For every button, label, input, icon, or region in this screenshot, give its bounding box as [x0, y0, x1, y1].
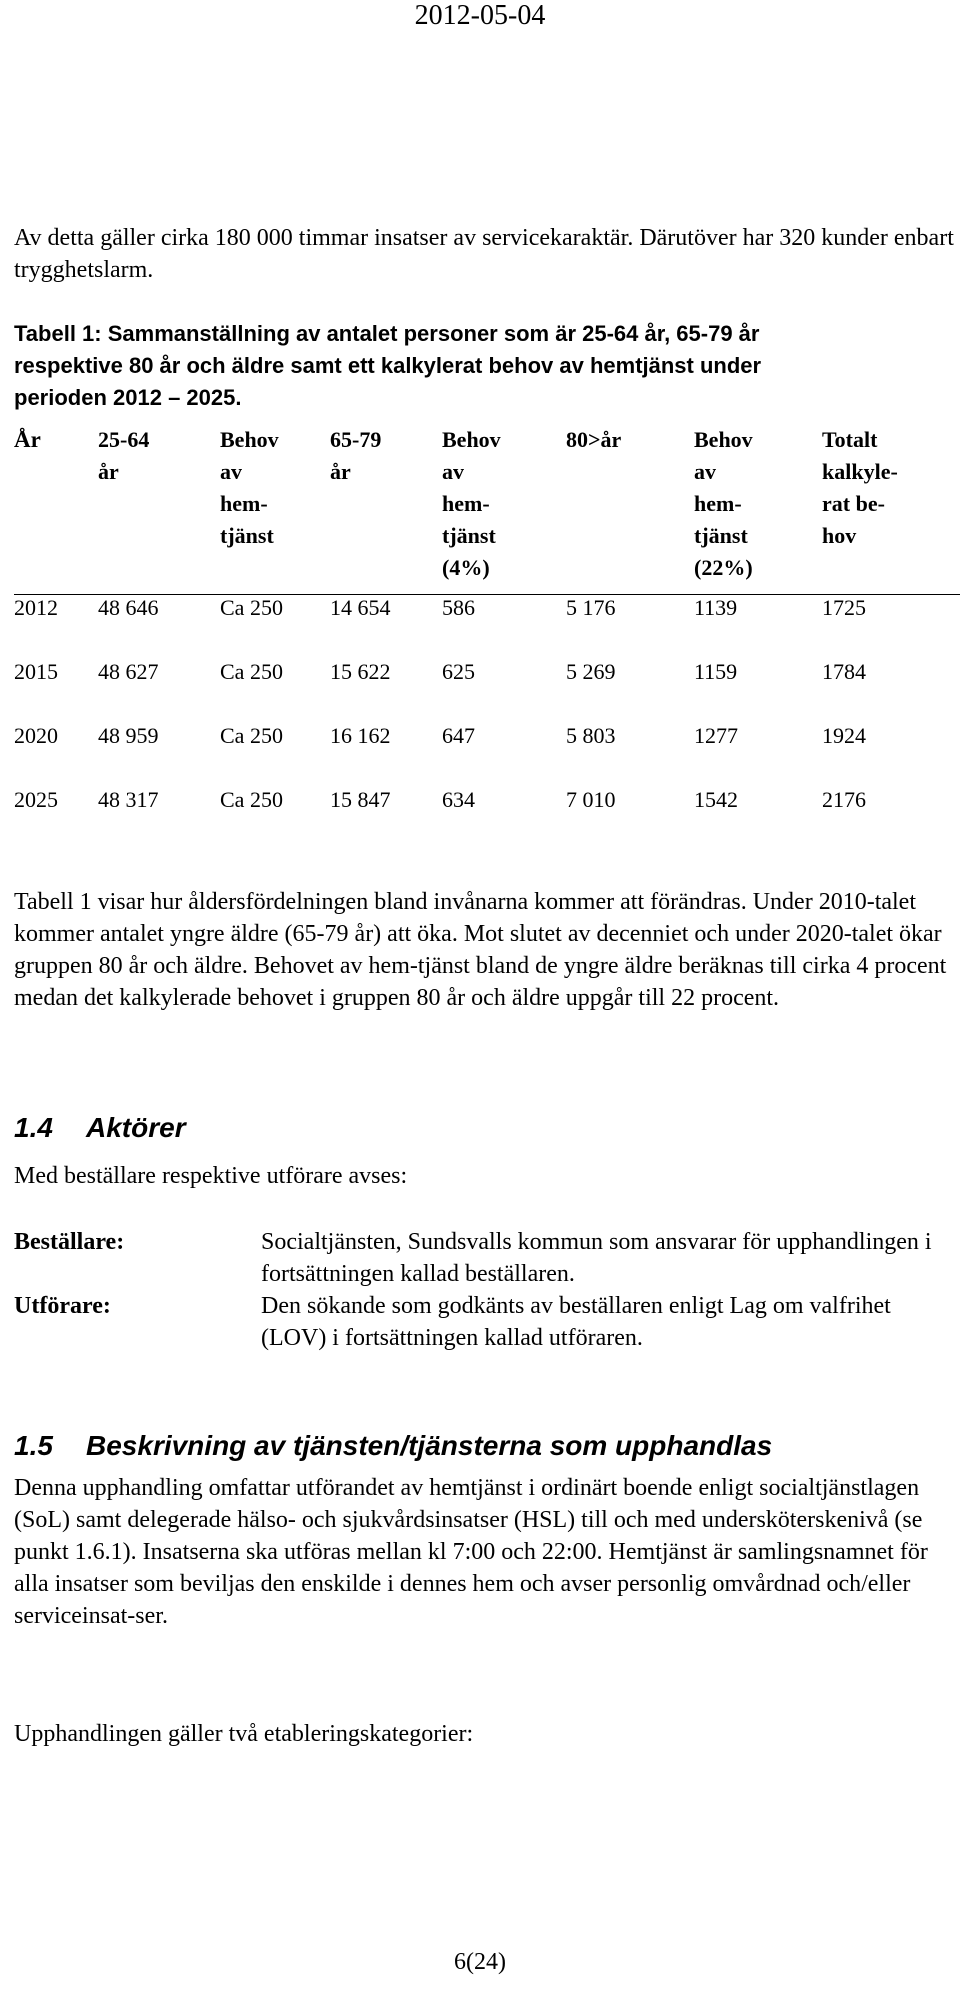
table-cell: 2012 [14, 595, 58, 620]
table-cell: 1139 [694, 595, 738, 620]
table-cell: 2020 [14, 723, 58, 748]
table-header-line: hov [822, 523, 857, 548]
table-header-line: Behov [694, 427, 753, 452]
table-header-line: tjänst [442, 523, 496, 548]
table-header-line: av [694, 459, 716, 484]
table-cell: Ca 250 [220, 659, 283, 684]
table-caption-line: respektive 80 år och äldre samt ett kalkylerat behov av hemtjänst under [14, 353, 762, 378]
section-heading-1-5 [14, 1430, 772, 1462]
table-cell: 586 [442, 595, 475, 620]
service-description-paragraph: Denna upphandling omfattar utförandet av hemtjänst i ordinärt boende enligt socialtjänstlagen (SoL) samt delegerade hälso- och sjukvårdsinsatser (HSL) till och med undersköterskenivå (se punkt 1.6.1). Insatserna ska utföras mellan kl 7:00 och 22:00. Hemtjänst är samlingsnamnet för alla insatser som beviljas den enskilde i dennes hem och avser personlig omvårdnad och/eller serviceinsat-ser. [14, 1475, 928, 1629]
table-cell: 1277 [694, 723, 738, 748]
table-row [14, 639, 960, 703]
section-title: Aktörer [86, 1112, 186, 1143]
table-header-line: hem- [694, 491, 742, 516]
table-header-line: tjänst [220, 523, 274, 548]
table-cell: 634 [442, 787, 475, 812]
table-caption [14, 318, 954, 414]
intro-paragraph: Av detta gäller cirka 180 000 timmar insatser av servicekaraktär. Därutöver har 320 kunder enbart trygghetslarm. [14, 225, 954, 283]
table-cell: 48 317 [98, 787, 159, 812]
table-cell: 14 654 [330, 595, 391, 620]
table-header-cell [442, 424, 566, 595]
table-cell: 625 [442, 659, 475, 684]
definition-text: Den sökande som godkänts av beställaren enligt Lag om valfrihet (LOV) i fortsättningen kallad utföraren. [261, 1293, 891, 1351]
table-cell: 1725 [822, 595, 866, 620]
table-header-line: tjänst [694, 523, 748, 548]
table-cell: 2025 [14, 787, 58, 812]
table-cell: 647 [442, 723, 475, 748]
table-cell: 48 646 [98, 595, 159, 620]
table-header-line: År [14, 427, 41, 452]
table-row [14, 767, 960, 831]
table-cell: 48 959 [98, 723, 159, 748]
table-cell: 1159 [694, 659, 738, 684]
population-table [14, 424, 960, 831]
table [14, 424, 960, 831]
table-header-line: år [330, 459, 351, 484]
table-cell: 2176 [822, 787, 866, 812]
section-number: 1.4 [14, 1112, 53, 1143]
table-header-cell [14, 424, 98, 595]
table-cell: Ca 250 [220, 595, 283, 620]
table-header-line: hem- [220, 491, 268, 516]
table-cell: 2015 [14, 659, 58, 684]
table-header-cell [98, 424, 220, 595]
table-cell: 15 622 [330, 659, 391, 684]
table-cell: 7 010 [566, 787, 616, 812]
table-header-cell [822, 424, 960, 595]
table-row [14, 703, 960, 767]
definition-term: Utförare: [14, 1293, 111, 1319]
table-header-line: Behov [442, 427, 501, 452]
table-row [14, 595, 960, 640]
table-cell: 5 176 [566, 595, 616, 620]
table-header-cell [694, 424, 822, 595]
table-header-line: 25-64 [98, 427, 150, 452]
actors-intro: Med beställare respektive utförare avses: [14, 1163, 408, 1189]
categories-paragraph: Upphandlingen gäller två etableringskategorier: [14, 1721, 474, 1747]
section-number: 1.5 [14, 1430, 53, 1461]
table-header-cell [330, 424, 442, 595]
table-cell: 1784 [822, 659, 866, 684]
table-header-line: hem- [442, 491, 490, 516]
table-header-cell [566, 424, 694, 595]
table-cell: 16 162 [330, 723, 391, 748]
table-explanation-paragraph: Tabell 1 visar hur åldersfördelningen bland invånarna kommer att förändras. Under 2010-talet kommer antalet yngre äldre (65-79 år) att öka. Mot slutet av decenniet och under 2020-talet ökar gruppen 80 år och äldre. Behovet av hem-tjänst bland de yngre äldre beräknas till cirka 4 procent medan det kalkylerade behovet i gruppen 80 år och äldre uppgår till 22 procent. [14, 889, 947, 1011]
page-number-footer: 6(24) [454, 1949, 506, 1975]
table-header-line: (22%) [694, 555, 753, 580]
table-header-line: Behov [220, 427, 279, 452]
table-header-line: (4%) [442, 555, 490, 580]
table-cell: Ca 250 [220, 723, 283, 748]
section-title: Beskrivning av tjänsten/tjänsterna som upphandlas [86, 1430, 773, 1461]
table-cell: 5 269 [566, 659, 616, 684]
table-header-cell [220, 424, 330, 595]
table-header-line: av [220, 459, 242, 484]
table-header-line: Totalt [822, 427, 878, 452]
table-header-line: år [98, 459, 119, 484]
table-header-row [14, 424, 960, 595]
table-header-line: kalkyle- [822, 459, 898, 484]
section-heading-1-4 [14, 1112, 186, 1144]
definition-text: Socialtjänsten, Sundsvalls kommun som ansvarar för upphandlingen i fortsättningen kallad beställaren. [261, 1229, 932, 1287]
table-cell: Ca 250 [220, 787, 283, 812]
table-cell: 1542 [694, 787, 738, 812]
table-cell: 48 627 [98, 659, 159, 684]
page-date-header: 2012-05-04 [414, 0, 546, 31]
table-header-line: av [442, 459, 464, 484]
definition-term: Beställare: [14, 1229, 125, 1255]
table-cell: 5 803 [566, 723, 616, 748]
table-cell: 15 847 [330, 787, 391, 812]
table-caption-line: Tabell 1: Sammanställning av antalet personer som är 25-64 år, 65-79 år [14, 321, 760, 346]
table-header-line: 65-79 [330, 427, 382, 452]
table-cell: 1924 [822, 723, 866, 748]
table-header-line: 80>år [566, 427, 622, 452]
table-header-line: rat be- [822, 491, 885, 516]
table-caption-line: perioden 2012 – 2025. [14, 385, 242, 410]
table-body [14, 595, 960, 832]
